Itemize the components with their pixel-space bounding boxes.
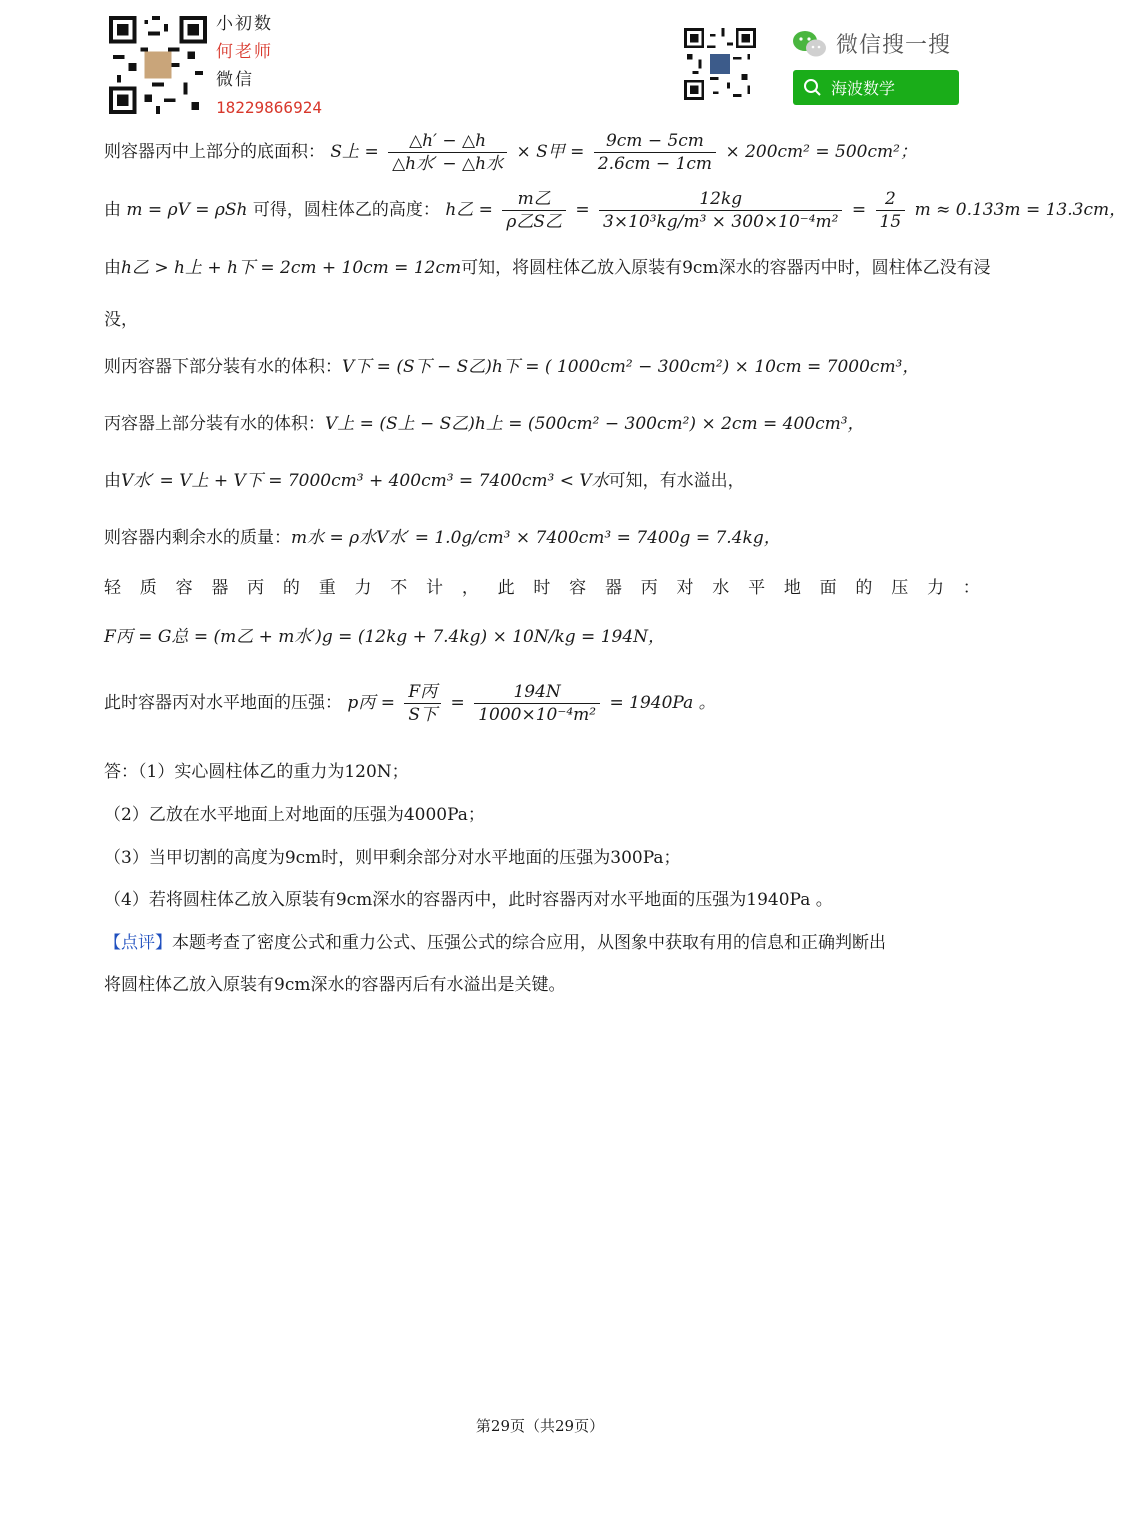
qr-code-wechat	[684, 28, 756, 100]
wechat-search-brand	[792, 28, 951, 59]
fraction: $\frac{12kg}{\text{3×10³kg/m³ × 300×10⁻⁴m²}}$	[599, 188, 842, 233]
fraction: $\frac{\text{m乙}}{\text{ρ乙S乙}}$	[502, 188, 566, 233]
wechat-search-button[interactable]	[793, 70, 959, 105]
justified-char: 力	[354, 578, 372, 598]
justified-char: 器	[211, 578, 229, 598]
line-pressure: 此时容器丙对水平地面的压强： p丙 = $\frac{\text{F丙}}{\text{S下}}$ = $\frac{194N}{\text{1000×10⁻⁴m²}}$ = 1940Pa 。	[104, 682, 716, 725]
answer-4: （4）若将圆柱体乙放入原装有9cm深水的容器丙中，此时容器丙对水平地面的压强为1940Pa 。	[104, 890, 833, 910]
wechat-icon	[792, 30, 828, 58]
justified-char: 丙	[640, 578, 658, 598]
line-upper-area: 则容器丙中上部分的底面积： S上 = $\frac{\triangle h' - \triangle h}{\text{△h水′ − △h水}}$ × S甲 = $\frac{9cm - 5cm}{2.6cm - 1cm}$ × 200cm² = 500cm²；	[104, 131, 917, 174]
justified-char: 容	[569, 578, 587, 598]
justified-char: 轻	[104, 578, 121, 598]
fraction: $\frac{194N}{\text{1000×10⁻⁴m²}}$	[474, 681, 600, 726]
comment-line-1: 【点评】本题考查了密度公式和重力公式、压强公式的综合应用，从图象中获取有用的信息和正确判断出	[104, 933, 886, 953]
line-height-compare: 由h乙 > h上 + h下 = 2cm + 10cm = 12cm可知，将圆柱体乙放入原装有9cm深水的容器丙中时，圆柱体乙没有浸	[104, 258, 991, 278]
justified-char: 容	[175, 578, 193, 598]
fraction: $\frac{9cm - 5cm}{2.6cm - 1cm}$	[594, 130, 716, 175]
fraction: $\frac{\triangle h' - \triangle h}{\text{△h水′ − △h水}}$	[388, 130, 507, 175]
line-overflow: 由V水′ = V上 + V下 = 7000cm³ + 400cm³ = 7400cm³ < V水可知，有水溢出，	[104, 471, 745, 491]
contact-phone: 18229866924	[216, 98, 322, 117]
contact-teacher: 何老师	[216, 42, 273, 62]
contact-info	[216, 10, 322, 122]
justified-char: 器	[604, 578, 622, 598]
justified-char: 力	[926, 578, 944, 598]
comment-tag: 【点评】	[104, 933, 172, 953]
justified-char: 对	[676, 578, 694, 598]
contact-wechat-label: 微信	[216, 70, 254, 90]
justified-char: ，	[461, 578, 479, 598]
justified-char: 地	[783, 578, 801, 598]
justified-char: 重	[318, 578, 336, 598]
justified-char: 时	[533, 578, 551, 598]
line-continuation: 没，	[104, 310, 138, 330]
page-footer: 第29页（共29页）	[475, 1417, 605, 1435]
line-upper-volume: 丙容器上部分装有水的体积：V上 = (S上 − S乙)h上 = (500cm² − 300cm²) × 2cm = 400cm³，	[104, 414, 865, 434]
justified-char: 此	[497, 578, 515, 598]
justified-char: 面	[819, 578, 837, 598]
qr-code-contact	[108, 16, 208, 114]
justified-char: 计	[426, 578, 444, 598]
line-lower-volume: 则丙容器下部分装有水的体积：V下 = (S下 − S乙)h下 = ( 1000cm² − 300cm²) × 10cm = 7000cm³，	[104, 357, 920, 377]
justified-char: 水	[712, 578, 730, 598]
answer-3: （3）当甲切割的高度为9cm时，则甲剩余部分对水平地面的压强为300Pa；	[104, 848, 681, 868]
justified-char: 压	[891, 578, 909, 598]
wechat-search-label: 海波数学	[831, 79, 896, 98]
wechat-brand-title: 微信搜一搜	[836, 33, 952, 58]
contact-name: 小初数	[216, 14, 273, 34]
answer-2: （2）乙放在水平地面上对地面的压强为4000Pa；	[104, 805, 485, 825]
justified-char: ：	[962, 578, 980, 598]
justified-char: 质	[139, 578, 157, 598]
answer-1: 答：（1）实心圆柱体乙的重力为120N；	[104, 762, 409, 782]
justified-char: 丙	[247, 578, 265, 598]
justified-char: 的	[282, 578, 300, 598]
comment-line-2: 将圆柱体乙放入原装有9cm深水的容器丙后有水溢出是关键。	[104, 975, 566, 995]
line-pressure-force-heading	[104, 576, 980, 600]
fraction: $\frac{2}{15}$	[876, 188, 906, 233]
fraction: $\frac{\text{F丙}}{\text{S下}}$	[404, 681, 441, 726]
line-remaining-water: 则容器内剩余水的质量：m水 = ρ水V水′ = 1.0g/cm³ × 7400cm³ = 7400g = 7.4kg，	[104, 528, 781, 548]
justified-char: 的	[855, 578, 873, 598]
line-height-of-cylinder: 由 m = ρV = ρSh 可得，圆柱体乙的高度： h乙 = $\frac{\text{m乙}}{\text{ρ乙S乙}}$ = $\frac{12kg}{\text{3×10³kg/m³ × 300×10⁻⁴m²}}$ = $\frac{2}{15}$ m ≈ 0.133m = 13.3cm，	[104, 189, 1126, 232]
line-force-equation: F丙 = G总 = (m乙 + m水′)g = (12kg + 7.4kg) × 10N/kg = 194N，	[104, 627, 666, 647]
justified-char: 平	[748, 578, 766, 598]
search-icon	[803, 78, 823, 98]
justified-char: 不	[390, 578, 408, 598]
